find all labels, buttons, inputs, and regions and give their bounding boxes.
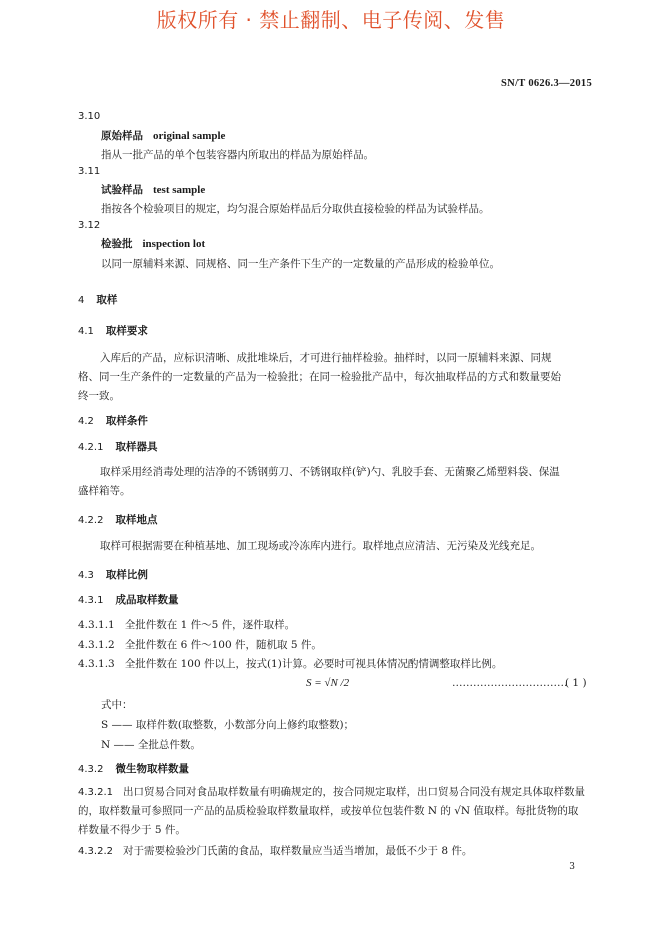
section-heading (78, 761, 189, 776)
term-zh: 原始样品 (101, 130, 143, 142)
section-number: 4.2 (78, 416, 94, 427)
section-heading (78, 413, 148, 428)
item-text: 全批件数在 100 件以上，按式(1)计算。必要时可视具体情况酌情调整取样比例。 (124, 658, 503, 670)
term-definition: 指按各个检验项目的规定，均匀混合原始样品后分取供直接检验的样品为试验样品。 (101, 203, 490, 215)
paragraph (78, 783, 588, 840)
list-item (78, 843, 472, 858)
term-en: original sample (153, 130, 226, 142)
section-number: 4 (78, 295, 85, 306)
item-text: 出口贸易合同对食品取样数量有明确规定的，按合同规定取样，出口贸易合同没有规定具体取样数量的，取样数量可参照同一产品的品质检验取样数量取样，或按单位包装件数 N 的 √N 值取样。每批货物的取样数量不得少于 5 件。 (78, 786, 585, 836)
term-en: test sample (153, 184, 206, 196)
section-number: 4.2.2 (78, 515, 104, 526)
term-number: 3.11 (78, 166, 101, 177)
item-number: 4.3.1.1 (78, 619, 115, 631)
where-line: N —— 全批总件数。 (101, 739, 201, 751)
formula-expression: S = √N /2 (306, 677, 350, 689)
term-heading (101, 236, 205, 251)
section-heading (78, 592, 178, 607)
formula-number: ( 1 ) (565, 677, 587, 689)
section-title: 成品取样数量 (115, 594, 179, 606)
section-title: 微生物取样数量 (115, 763, 189, 775)
list-item (78, 617, 295, 632)
section-title: 取样比例 (105, 569, 148, 581)
section-title: 取样器具 (115, 441, 158, 453)
item-number: 4.3.2.2 (78, 846, 113, 857)
section-number: 4.2.1 (78, 442, 104, 453)
term-heading (101, 182, 205, 197)
copyright-watermark: 版权所有 · 禁止翻制、电子传阅、发售 (156, 8, 506, 32)
where-label: 式中： (101, 699, 133, 711)
standard-code: SN/T 0626.3—2015 (501, 78, 592, 89)
item-number: 4.3.2.1 (78, 787, 113, 798)
section-number: 4.3.2 (78, 764, 104, 775)
paragraph: 取样可根据需要在种植基地、加工现场或冷冻库内进行。取样地点应清洁、无污染及光线充足。 (100, 540, 541, 552)
list-item (78, 656, 502, 671)
list-item (78, 637, 322, 652)
section-title: 取样地点 (115, 514, 158, 526)
item-text: 全批件数在 6 件～100 件，随机取 5 件。 (124, 639, 322, 651)
term-zh: 检验批 (101, 238, 133, 250)
term-en: inspection lot (142, 238, 206, 250)
section-heading (78, 292, 117, 307)
term-number: 3.10 (78, 111, 101, 122)
paragraph: 入库后的产品，应标识清晰、成批堆垛后，才可进行抽样检验。抽样时，以同一原辅料来源、同规格、同一生产条件的一定数量的产品为一检验批；在同一检验批产品中，每次抽取样品的方式和数量要始终一致。 (78, 352, 561, 402)
section-heading (78, 323, 148, 338)
term-number: 3.12 (78, 220, 101, 231)
item-number: 4.3.1.2 (78, 639, 115, 651)
item-text: 对于需要检验沙门氏菌的食品，取样数量应当适当增加，最低不少于 8 件。 (123, 845, 473, 857)
term-definition: 指从一批产品的单个包装容器内所取出的样品为原始样品。 (101, 149, 374, 161)
section-title: 取样 (96, 294, 118, 306)
item-text: 全批件数在 1 件～5 件，逐件取样。 (124, 619, 296, 631)
term-definition: 以同一原辅料来源、同规格、同一生产条件下生产的一定数量的产品形成的检验单位。 (101, 258, 500, 270)
section-heading (78, 512, 157, 527)
paragraph: 取样采用经消毒处理的洁净的不锈钢剪刀、不锈钢取样(铲)勺、乳胶手套、无菌聚乙烯塑料袋、保温盛样箱等。 (78, 466, 560, 497)
section-number: 4.3 (78, 570, 94, 581)
term-zh: 试验样品 (101, 184, 143, 196)
term-heading (101, 128, 225, 143)
section-title: 取样条件 (105, 415, 148, 427)
where-line: S —— 取样件数(取整数，小数部分向上修约取整数)； (101, 719, 355, 731)
section-heading (78, 567, 148, 582)
section-heading (78, 439, 157, 454)
section-title: 取样要求 (105, 325, 148, 337)
formula-leader-dots: …………………………… (452, 677, 568, 689)
section-number: 4.1 (78, 326, 94, 337)
page-number: 3 (569, 862, 575, 872)
section-number: 4.3.1 (78, 595, 104, 606)
item-number: 4.3.1.3 (78, 658, 115, 670)
